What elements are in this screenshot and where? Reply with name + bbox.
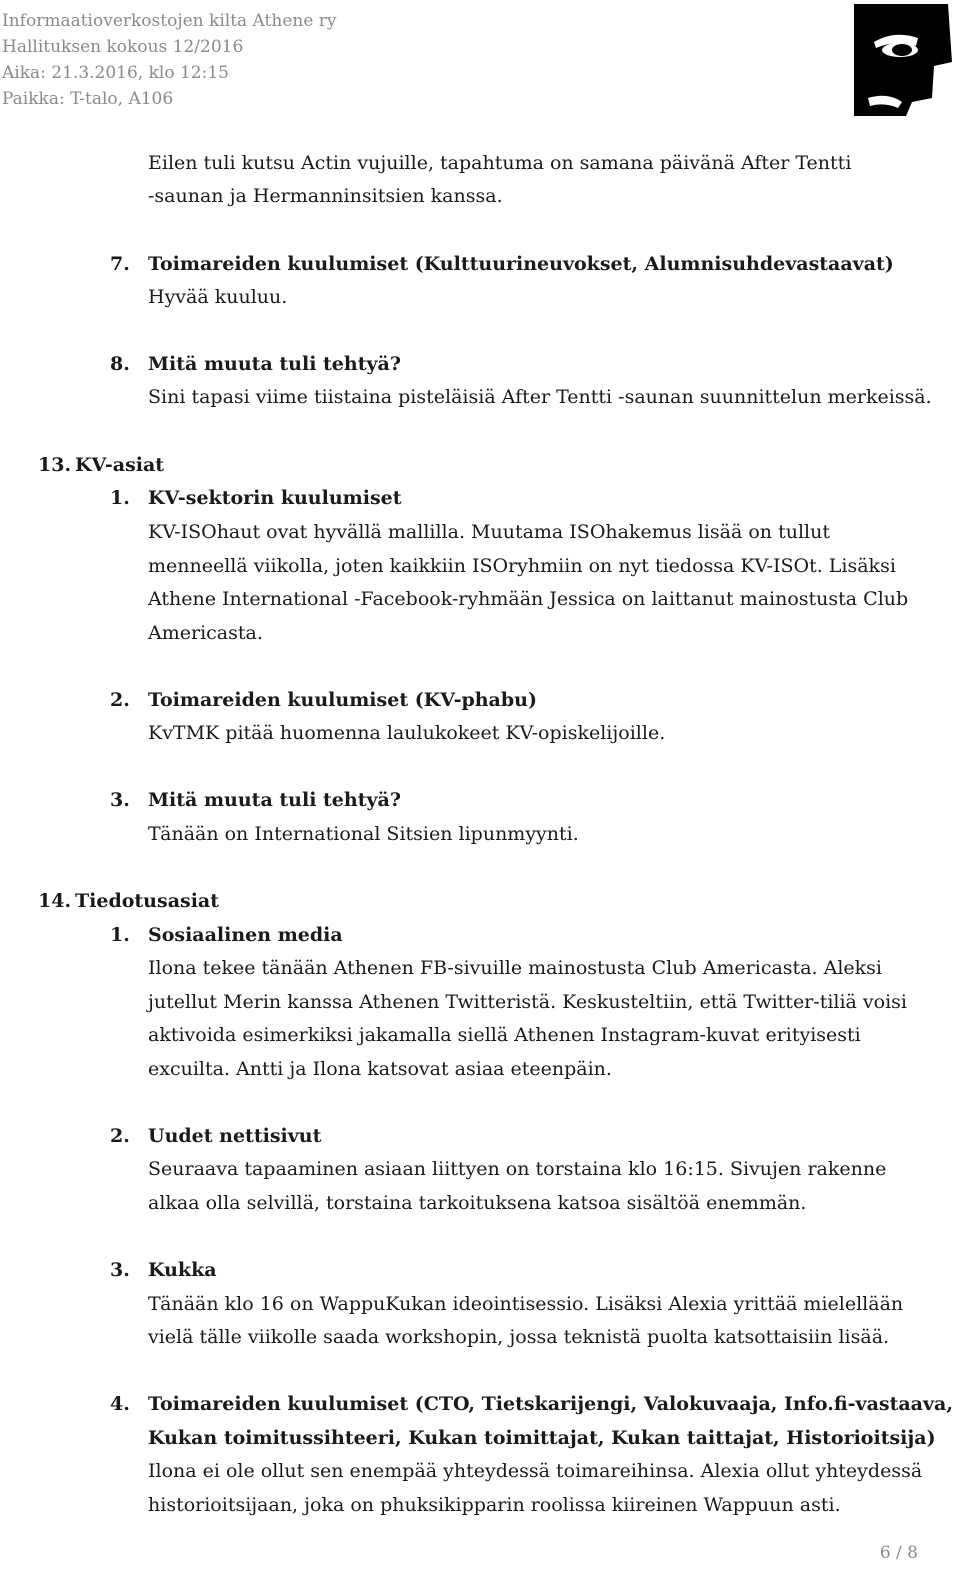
item-number: 3. xyxy=(110,789,130,811)
section-number: 14. xyxy=(38,890,72,912)
header-org: Informaatioverkostojen kilta Athene ry xyxy=(2,11,337,31)
item-title: KV-sektorin kuulumiset xyxy=(148,487,402,509)
item-text: alkaa olla selvillä, torstaina tarkoituksena katsoa sisältöä enemmän. xyxy=(148,1192,807,1214)
item-text: menneellä viikolla, joten kaikkiin ISOryhmiin on nyt tiedossa KV-ISOt. Lisäksi xyxy=(148,555,896,577)
intro-line: -saunan ja Hermanninsitsien kanssa. xyxy=(148,185,503,207)
item-text: Athene International -Facebook-ryhmään Jessica on laittanut mainostusta Club xyxy=(148,588,909,610)
item-number: 8. xyxy=(110,353,130,375)
item-title: Kukan toimitussihteeri, Kukan toimittajat, Kukan taittajat, Historioitsija) xyxy=(148,1427,936,1449)
item-text: Seuraava tapaaminen asiaan liittyen on torstaina klo 16:15. Sivujen rakenne xyxy=(148,1158,887,1180)
item-title: Sosiaalinen media xyxy=(148,924,343,946)
item-title: Toimareiden kuulumiset (KV-phabu) xyxy=(148,689,537,711)
item-text: Ilona tekee tänään Athenen FB-sivuille mainostusta Club Americasta. Aleksi xyxy=(148,957,882,979)
intro-line: Eilen tuli kutsu Actin vujuille, tapahtuma on samana päivänä After Tentti xyxy=(148,152,852,174)
item-text: excuilta. Antti ja Ilona katsovat asiaa eteenpäin. xyxy=(148,1058,612,1080)
item-text: historioitsijaan, joka on phuksikipparin roolissa kiireinen Wappuun asti. xyxy=(148,1494,841,1516)
item-title: Uudet nettisivut xyxy=(148,1125,322,1147)
item-text: Sini tapasi viime tiistaina pisteläisiä After Tentti -saunan suunnittelun merkeissä. xyxy=(148,386,932,408)
section-title: KV-asiat xyxy=(75,454,165,476)
item-text: KvTMK pitää huomenna laulukokeet KV-opiskelijoille. xyxy=(148,722,666,744)
item-number: 3. xyxy=(110,1259,130,1281)
item-title: Toimareiden kuulumiset (CTO, Tietskarijengi, Valokuvaaja, Info.fi-vastaava, xyxy=(148,1393,953,1415)
document-header xyxy=(2,8,337,112)
section-number: 13. xyxy=(38,454,72,476)
item-text: Ilona ei ole ollut sen enempää yhteydessä toimareihinsa. Alexia ollut yhteydessä xyxy=(148,1460,923,1482)
header-place: Paikka: T-talo, A106 xyxy=(2,89,174,109)
item-number: 7. xyxy=(110,253,130,275)
item-number: 2. xyxy=(110,689,130,711)
item-title: Toimareiden kuulumiset (Kulttuurineuvokset, Alumnisuhdevastaavat) xyxy=(148,253,894,275)
item-text: aktivoida esimerkiksi jakamalla siellä Athenen Instagram-kuvat erityisesti xyxy=(148,1024,861,1046)
header-meeting: Hallituksen kokous 12/2016 xyxy=(2,37,244,57)
item-number: 1. xyxy=(110,487,130,509)
item-text: Americasta. xyxy=(148,622,263,644)
item-text: Hyvää kuuluu. xyxy=(148,286,288,308)
item-title: Kukka xyxy=(148,1259,217,1281)
item-text: vielä tälle viikolle saada workshopin, jossa teknistä puolta katsottaisiin lisää. xyxy=(148,1326,890,1348)
item-text: jutellut Merin kanssa Athenen Twitteristä. Keskusteltiin, että Twitter-tiliä voisi xyxy=(148,991,907,1013)
page-number: 6 / 8 xyxy=(879,1543,918,1563)
item-text: KV-ISOhaut ovat hyvällä mallilla. Muutama ISOhakemus lisää on tullut xyxy=(148,521,830,543)
section-title: Tiedotusasiat xyxy=(75,890,220,912)
item-title: Mitä muuta tuli tehtyä? xyxy=(148,789,401,811)
item-text: Tänään klo 16 on WappuKukan ideointisessio. Lisäksi Alexia yrittää mielellään xyxy=(148,1293,904,1315)
header-time: Aika: 21.3.2016, klo 12:15 xyxy=(2,63,229,83)
item-number: 2. xyxy=(110,1125,130,1147)
item-title: Mitä muuta tuli tehtyä? xyxy=(148,353,401,375)
item-text: Tänään on International Sitsien lipunmyynti. xyxy=(148,823,579,845)
athene-logo-icon xyxy=(848,2,954,116)
item-number: 4. xyxy=(110,1393,130,1415)
item-number: 1. xyxy=(110,924,130,946)
